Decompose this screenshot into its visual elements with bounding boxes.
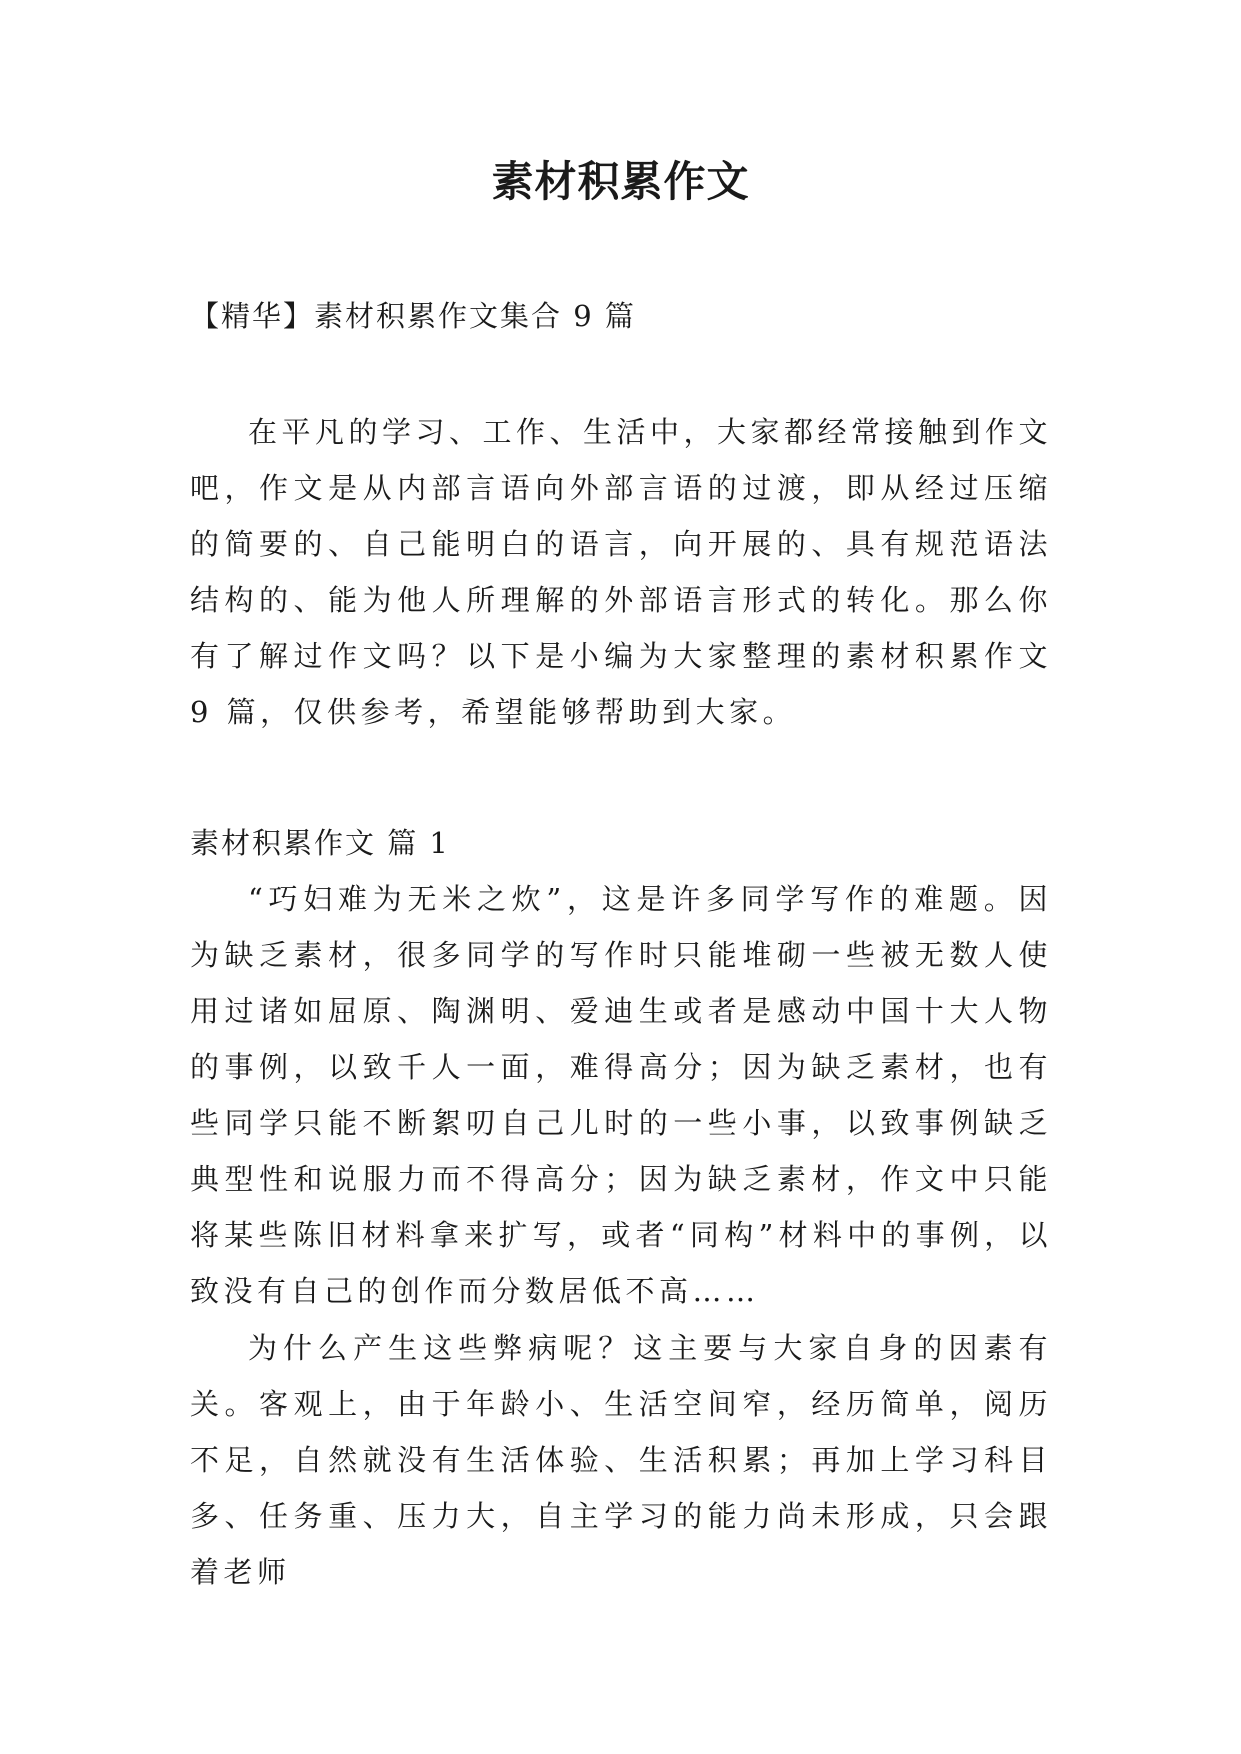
section-heading: 素材积累作文 篇 1 <box>190 826 450 860</box>
body-paragraph: 为什么产生这些弊病呢？这主要与大家自身的因素有关。客观上，由于年龄小、生活空间窄，经历简单，阅历不足，自然就没有生活体验、生活积累；再加上学习科目多、任务重、压力大，自主学习的能力尚未形成，只会跟着老师 <box>190 1331 1052 1589</box>
document-subtitle: 【精华】素材积累作文集合 9 篇 <box>190 299 636 333</box>
body-paragraph: “巧妇难为无米之炊”，这是许多同学写作的难题。因为缺乏素材，很多同学的写作时只能堆砌一些被无数人使用过诸如屈原、陶渊明、爱迪生或者是感动中国十大人物的事例，以致千人一面，难得高分；因为缺乏素材，也有些同学只能不断絮叨自己儿时的一些小事，以致事例缺乏典型性和说服力而不得高分；因为缺乏素材，作文中只能将某些陈旧材料拿来扩写，或者“同构”材料中的事例，以致没有自己的创作而分数居低不高…… <box>190 882 1052 1308</box>
document-title: 素材积累作文 <box>491 157 750 206</box>
intro-paragraph: 在平凡的学习、工作、生活中，大家都经常接触到作文吧，作文是从内部言语向外部言语的过渡，即从经过压缩的简要的、自己能明白的语言，向开展的、具有规范语法结构的、能为他人所理解的外部语言形式的转化。那么你有了解过作文吗？以下是小编为大家整理的素材积累作文 9 篇，仅供参考，希望能够帮助到大家。 <box>190 415 1053 729</box>
